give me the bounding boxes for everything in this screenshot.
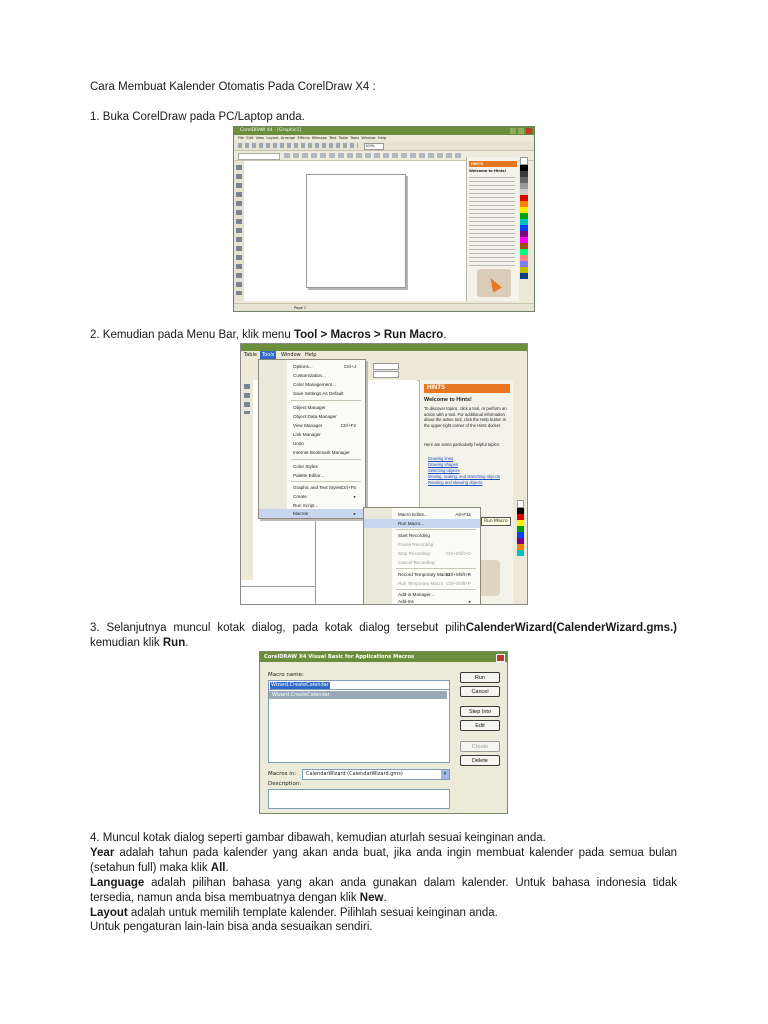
dialog-title-bar [260, 652, 507, 662]
screenshot-tools-macros-menu [240, 343, 528, 605]
step-2-bold: Tool > Macros > Run Macro [293, 329, 444, 341]
menu-item-stop-recording: Stop Recording Ctrl+Shift+O [398, 551, 471, 556]
menu-arrange[interactable]: Arrange [280, 136, 296, 140]
year-paragraph: Year adalah tahun pada kalender yang akan anda buat, jika anda ingin membuat kalender pada semua bulan (setahun full) maka klik All. [90, 847, 677, 874]
menu-item-graphic-text-styles[interactable]: Graphic and Text Styles Ctrl+F5 [293, 485, 356, 490]
width-field[interactable] [373, 363, 399, 370]
drawing-canvas[interactable] [244, 161, 466, 301]
step-1-text: 1. Buka CorelDraw pada PC/Laptop anda. [90, 111, 305, 123]
toolbar-icons[interactable] [238, 143, 358, 148]
menu-layout[interactable]: Layout [266, 136, 279, 140]
macro-list-item[interactable]: Wizard.CreateCalendar [269, 691, 447, 699]
closing-paragraph: Untuk pengaturan lain-lain bisa anda sesuaikan sendiri. [90, 921, 373, 933]
menu-item-record-temporary-macro[interactable]: Record Temporary Macro Ctrl+Shift+R [398, 572, 471, 577]
step-3-text: 3. Selanjutnya muncul kotak dialog, pada kotak dialog tersebut pilihCalenderWizard(CalenderWizard.gms.) kemudian klik Run. [90, 622, 677, 649]
docker-tabs [513, 380, 527, 604]
hint-link[interactable]: Selecting objects [428, 468, 460, 473]
hints-header: HINTS [424, 384, 510, 393]
menu-table[interactable]: Table [338, 136, 348, 140]
paper-size-select[interactable] [238, 153, 280, 160]
close-icon[interactable] [496, 654, 505, 662]
menu-item-object-data-manager[interactable]: Object Data Manager [293, 414, 337, 419]
menu-table[interactable]: Table [244, 352, 257, 358]
language-paragraph: Language adalah pilihan bahasa yang akan anda gunakan dalam kalender. Untuk bahasa indonesia tidak tersedia, namun anda bisa membuatnya dengan klik New. [90, 877, 677, 904]
hints-text-lines [469, 177, 515, 267]
menu-item-macro-editor[interactable]: Macro Editor... Alt+F11 [398, 512, 471, 517]
cancel-button[interactable]: Cancel [460, 686, 500, 697]
step-3-bold-run: Run [162, 637, 186, 649]
hints-links [428, 456, 508, 486]
hints-illustration [477, 269, 511, 297]
maximize-icon[interactable] [518, 128, 524, 134]
toolbox-icons[interactable] [236, 165, 242, 295]
height-field[interactable] [373, 371, 399, 378]
menu-window[interactable]: Window [281, 352, 301, 358]
macro-list[interactable] [268, 689, 450, 763]
macro-name-input[interactable]: Wizard.CreateCalendar [268, 680, 450, 691]
hints-header: HINTS [469, 161, 517, 167]
macros-in-label: Macros in: [268, 771, 297, 777]
property-controls[interactable] [284, 153, 464, 158]
menu-item-macros[interactable]: Macros ▸ [259, 509, 365, 518]
run-button[interactable]: Run [460, 672, 500, 683]
hints-welcome: Welcome to Hints! [469, 169, 507, 173]
macros-submenu [363, 507, 481, 605]
hint-link[interactable]: Drawing lines [428, 456, 454, 461]
minimize-icon[interactable] [510, 128, 516, 134]
status-bar [234, 303, 534, 312]
menu-text[interactable]: Text [329, 136, 337, 140]
chevron-down-icon[interactable]: ▾ [441, 770, 449, 779]
menu-edit[interactable]: Edit [246, 136, 254, 140]
description-field[interactable] [268, 789, 450, 809]
color-palette[interactable] [520, 157, 528, 301]
zoom-select[interactable]: 100% [364, 143, 384, 150]
toolbox-icons[interactable] [244, 384, 250, 414]
menu-item-run-macro[interactable]: Run Macro... [364, 519, 480, 528]
step-3-bold-filename: CalenderWizard(CalenderWizard.gms.) [465, 622, 677, 634]
page-tab[interactable]: Page 1 [294, 306, 307, 310]
menu-effects[interactable]: Effects [297, 136, 310, 140]
menu-item-view-manager[interactable]: View Manager Ctrl+F2 [293, 423, 356, 428]
menu-bar [234, 135, 534, 142]
hints-body: To discover topics, click a tool, or perform an action with a tool. For additional information about the active tool, click the Help button in the upper-right corner of the Hints docker. [424, 406, 507, 428]
color-palette[interactable] [517, 500, 524, 556]
menu-item-pause-recording: Pause Recording [398, 542, 434, 547]
menu-item-options[interactable]: Options... Ctrl+J [293, 364, 356, 369]
menu-item-start-recording[interactable]: Start Recording [398, 533, 430, 538]
cursor-icon [486, 275, 502, 292]
menu-item-add-ins[interactable]: Add-Ins ▸ [398, 599, 471, 604]
run-macro-tooltip: Run Macro [481, 517, 511, 526]
screenshot-coreldraw-window [233, 126, 535, 312]
tools-dropdown-menu [258, 359, 366, 519]
close-icon[interactable] [526, 128, 532, 134]
menu-item-object-manager[interactable]: Object Manager [293, 405, 326, 410]
hints-more: Here are some particularly helpful topics: [424, 442, 500, 447]
menu-bitmaps[interactable]: Bitmaps [312, 136, 327, 140]
layout-paragraph: Layout adalah untuk memilih template kalender. Pilihlah sesuai keinginan anda. [90, 907, 498, 919]
menu-item-run-temporary-macro: Run Temporary Macro Ctrl+Shift+P [398, 581, 471, 586]
description-label: Description: [268, 781, 302, 787]
menu-item-run-script[interactable]: Run Script... [293, 503, 319, 508]
step-2-text: 2. Kemudian pada Menu Bar, klik menu Tool > Macros > Run Macro. [90, 329, 447, 341]
menu-item-customization[interactable]: Customization... [293, 373, 326, 378]
edit-button[interactable]: Edit [460, 720, 500, 731]
dialog-title: CorelDRAW X4 Visual Basic for Applications Macros [264, 654, 415, 660]
hint-link[interactable]: Moving, scaling, and stretching objects [428, 474, 500, 479]
page-bottom-edge [240, 586, 315, 587]
menu-help[interactable]: Help [305, 352, 317, 358]
menu-item-link-manager[interactable]: Link Manager [293, 432, 321, 437]
menu-tools[interactable]: Tools [262, 352, 275, 358]
step-into-button[interactable]: Step Into [460, 706, 500, 717]
page-rectangle [306, 174, 406, 288]
menu-item-internet-bookmark-manager[interactable]: Internet Bookmark Manager [293, 450, 350, 455]
standard-toolbar [234, 142, 534, 151]
screenshot-vba-macros-dialog [259, 651, 508, 814]
menu-item-color-styles[interactable]: Color Styles [293, 464, 318, 469]
page-title: Cara Membuat Kalender Otomatis Pada CorelDraw X4 : [90, 81, 376, 93]
menu-item-color-management[interactable]: Color Management... [293, 382, 336, 387]
menu-item-cancel-recording: Cancel Recording [398, 560, 435, 565]
create-button: Create [460, 741, 500, 752]
hints-welcome: Welcome to Hints! [424, 397, 472, 403]
macros-in-select[interactable]: CalendarWizard (CalendarWizard.gms) ▾ [302, 769, 450, 780]
menu-help[interactable]: Help [377, 136, 387, 140]
menu-item-create[interactable]: Create ▸ [293, 494, 356, 499]
hints-docker [466, 157, 519, 301]
hint-link[interactable]: Rotating and skewing objects [428, 480, 483, 485]
delete-button[interactable]: Delete [460, 755, 500, 766]
title-bar-strip [241, 344, 528, 351]
menu-item-undo[interactable]: Undo [293, 441, 304, 446]
step-4-text: 4. Muncul kotak dialog seperti gambar dibawah, kemudian aturlah sesuai keinginan anda. [90, 832, 546, 844]
menu-tools[interactable]: Tools [350, 136, 360, 140]
menu-view[interactable]: View [255, 136, 265, 140]
menu-item-palette-editor[interactable]: Palette Editor... [293, 473, 325, 478]
menu-file[interactable]: File [238, 136, 245, 140]
menu-window[interactable]: Window [361, 136, 376, 140]
window-title: CorelDRAW X4 - [Graphic1] [240, 128, 302, 133]
title-bar [234, 127, 534, 135]
hint-link[interactable]: Drawing shapes [428, 462, 459, 467]
menu-item-addin-manager[interactable]: Add-in Manager... [398, 592, 435, 597]
menu-item-save-settings[interactable]: Save Settings As Default [293, 391, 344, 396]
macro-name-label: Macro name: [268, 672, 304, 678]
